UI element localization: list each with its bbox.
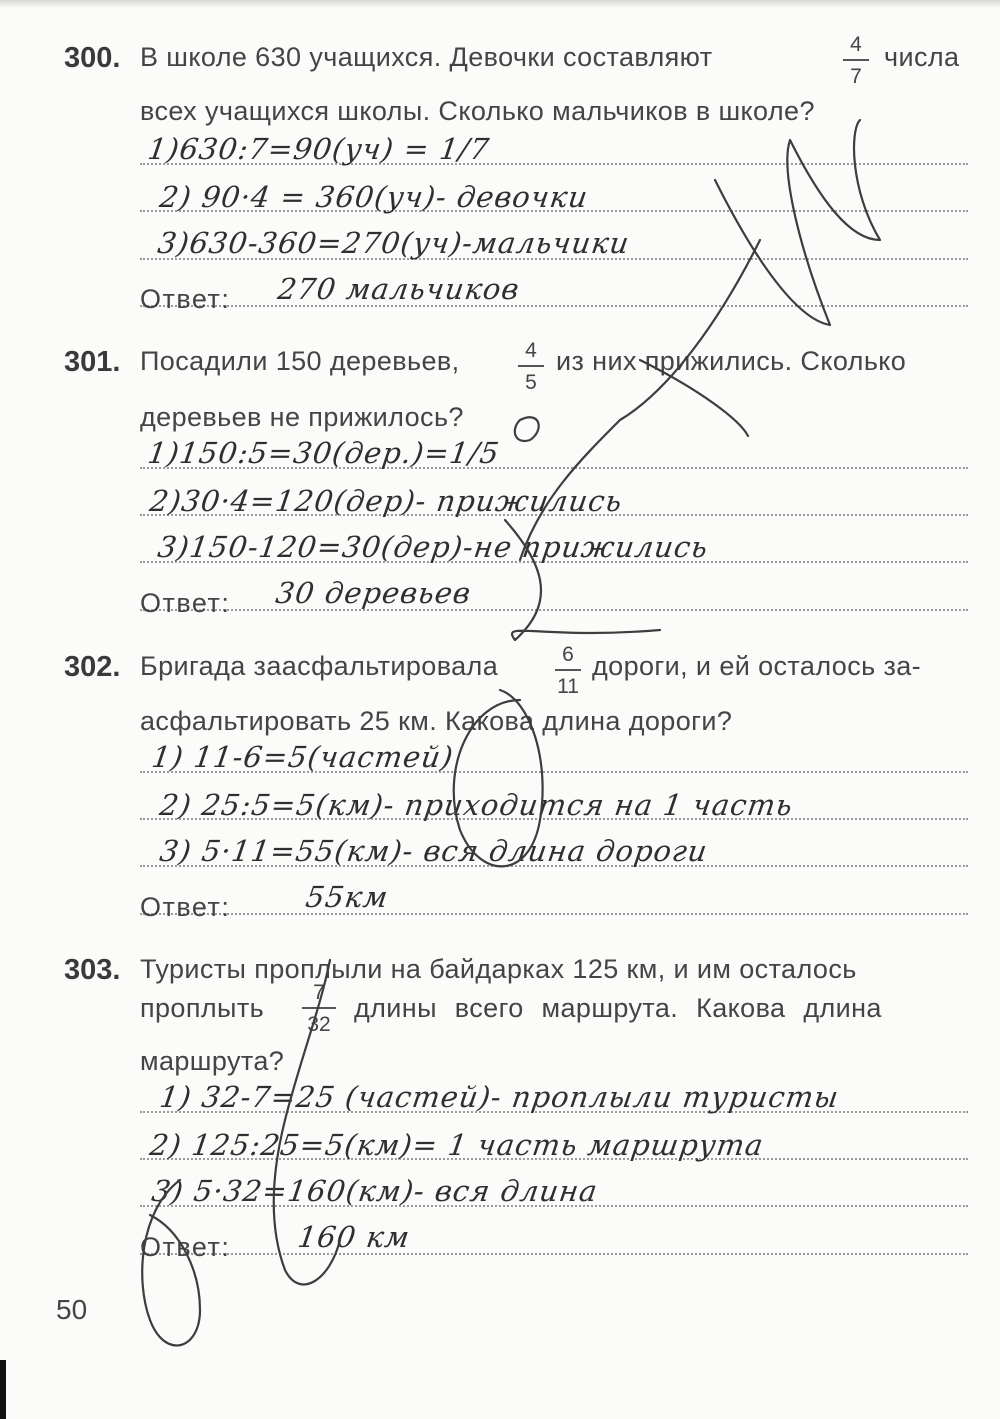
problem-text-line: длины всего маршрута. Какова длина bbox=[354, 993, 882, 1023]
handwritten-step: 1) 11-6=5(частей) bbox=[149, 740, 456, 774]
answer-label: Ответ: bbox=[140, 588, 231, 618]
fraction-numerator: 7 bbox=[313, 981, 325, 1004]
pencil-stroke bbox=[640, 360, 748, 436]
handwritten-step: 1)630:7=90(уч) = 1/7 bbox=[145, 132, 492, 166]
problem-text-line: Посадили 150 деревьев, bbox=[140, 346, 460, 376]
page-number: 50 bbox=[56, 1294, 88, 1325]
problem-text-line: асфальтировать 25 км. Какова длина дороги? bbox=[140, 706, 733, 736]
handwritten-step: 1) 32-7=25 (частей)- проплыли туристы bbox=[157, 1080, 842, 1114]
fraction-denominator: 5 bbox=[525, 370, 537, 394]
problem-number: 303. bbox=[64, 954, 121, 986]
handwritten-step: 2) 25:5=5(км)- приходится на 1 часть bbox=[157, 788, 796, 822]
handwritten-step: 3) 5·11=55(км)- вся длина дороги bbox=[157, 834, 711, 868]
problem-text-line: Туристы проплыли на байдарках 125 км, и им осталось bbox=[140, 954, 857, 984]
handwritten-step: 2) 90·4 = 360(уч)- девочки bbox=[157, 180, 591, 214]
answer-label: Ответ: bbox=[140, 284, 231, 314]
problem-text-line: В школе 630 учащихся. Девочки составляют bbox=[140, 42, 713, 72]
problem-text-line: проплыть bbox=[140, 993, 265, 1023]
problem-text-line: всех учащихся школы. Сколько мальчиков в школе? bbox=[140, 96, 815, 126]
problem-text-line: дороги, и ей осталось за- bbox=[592, 651, 922, 681]
problem-text-line: из них прижились. Сколько bbox=[556, 346, 907, 376]
problem-text-line: Бригада заасфальтировала bbox=[140, 651, 499, 681]
fraction-denominator: 11 bbox=[557, 674, 579, 698]
fraction-denominator: 32 bbox=[307, 1012, 331, 1036]
handwritten-answer: 30 деревьев bbox=[273, 576, 474, 610]
answer-label: Ответ: bbox=[140, 1232, 231, 1262]
answer-label: Ответ: bbox=[140, 892, 231, 922]
handwritten-step: 3)630-360=270(уч)-мальчики bbox=[155, 226, 632, 260]
problem-number: 300. bbox=[64, 42, 121, 74]
problem-text-line: числа bbox=[884, 42, 960, 72]
problem-text-line: деревьев не прижилось? bbox=[140, 402, 464, 432]
pencil-stroke bbox=[715, 120, 880, 325]
problem-number: 302. bbox=[64, 651, 121, 683]
pencil-stroke bbox=[515, 417, 539, 441]
problem-number: 301. bbox=[64, 346, 121, 378]
handwritten-answer: 270 мальчиков bbox=[275, 272, 522, 306]
fraction-denominator: 7 bbox=[850, 64, 862, 88]
handwritten-step: 2)30·4=120(дер)- прижились bbox=[147, 484, 625, 518]
fraction-numerator: 4 bbox=[850, 33, 862, 56]
handwritten-step: 2) 125:25=5(км)= 1 часть маршрута bbox=[147, 1128, 766, 1162]
pencil-stroke bbox=[454, 690, 543, 866]
handwritten-step: 1)150:5=30(дер.)=1/5 bbox=[145, 436, 502, 470]
pencil-stroke bbox=[142, 1180, 200, 1345]
pencil-stroke bbox=[520, 240, 760, 560]
handwritten-step: 3) 5·32=160(км)- вся длина bbox=[149, 1174, 601, 1208]
problem-text-line: маршрута? bbox=[140, 1046, 285, 1076]
fraction-numerator: 6 bbox=[562, 643, 574, 666]
pencil-stroke bbox=[274, 960, 340, 1284]
fraction-numerator: 4 bbox=[525, 339, 537, 362]
handwritten-answer: 160 км bbox=[295, 1220, 413, 1254]
handwritten-answer: 55км bbox=[303, 880, 391, 914]
handwritten-step: 3)150-120=30(дер)-не прижились bbox=[155, 530, 711, 564]
